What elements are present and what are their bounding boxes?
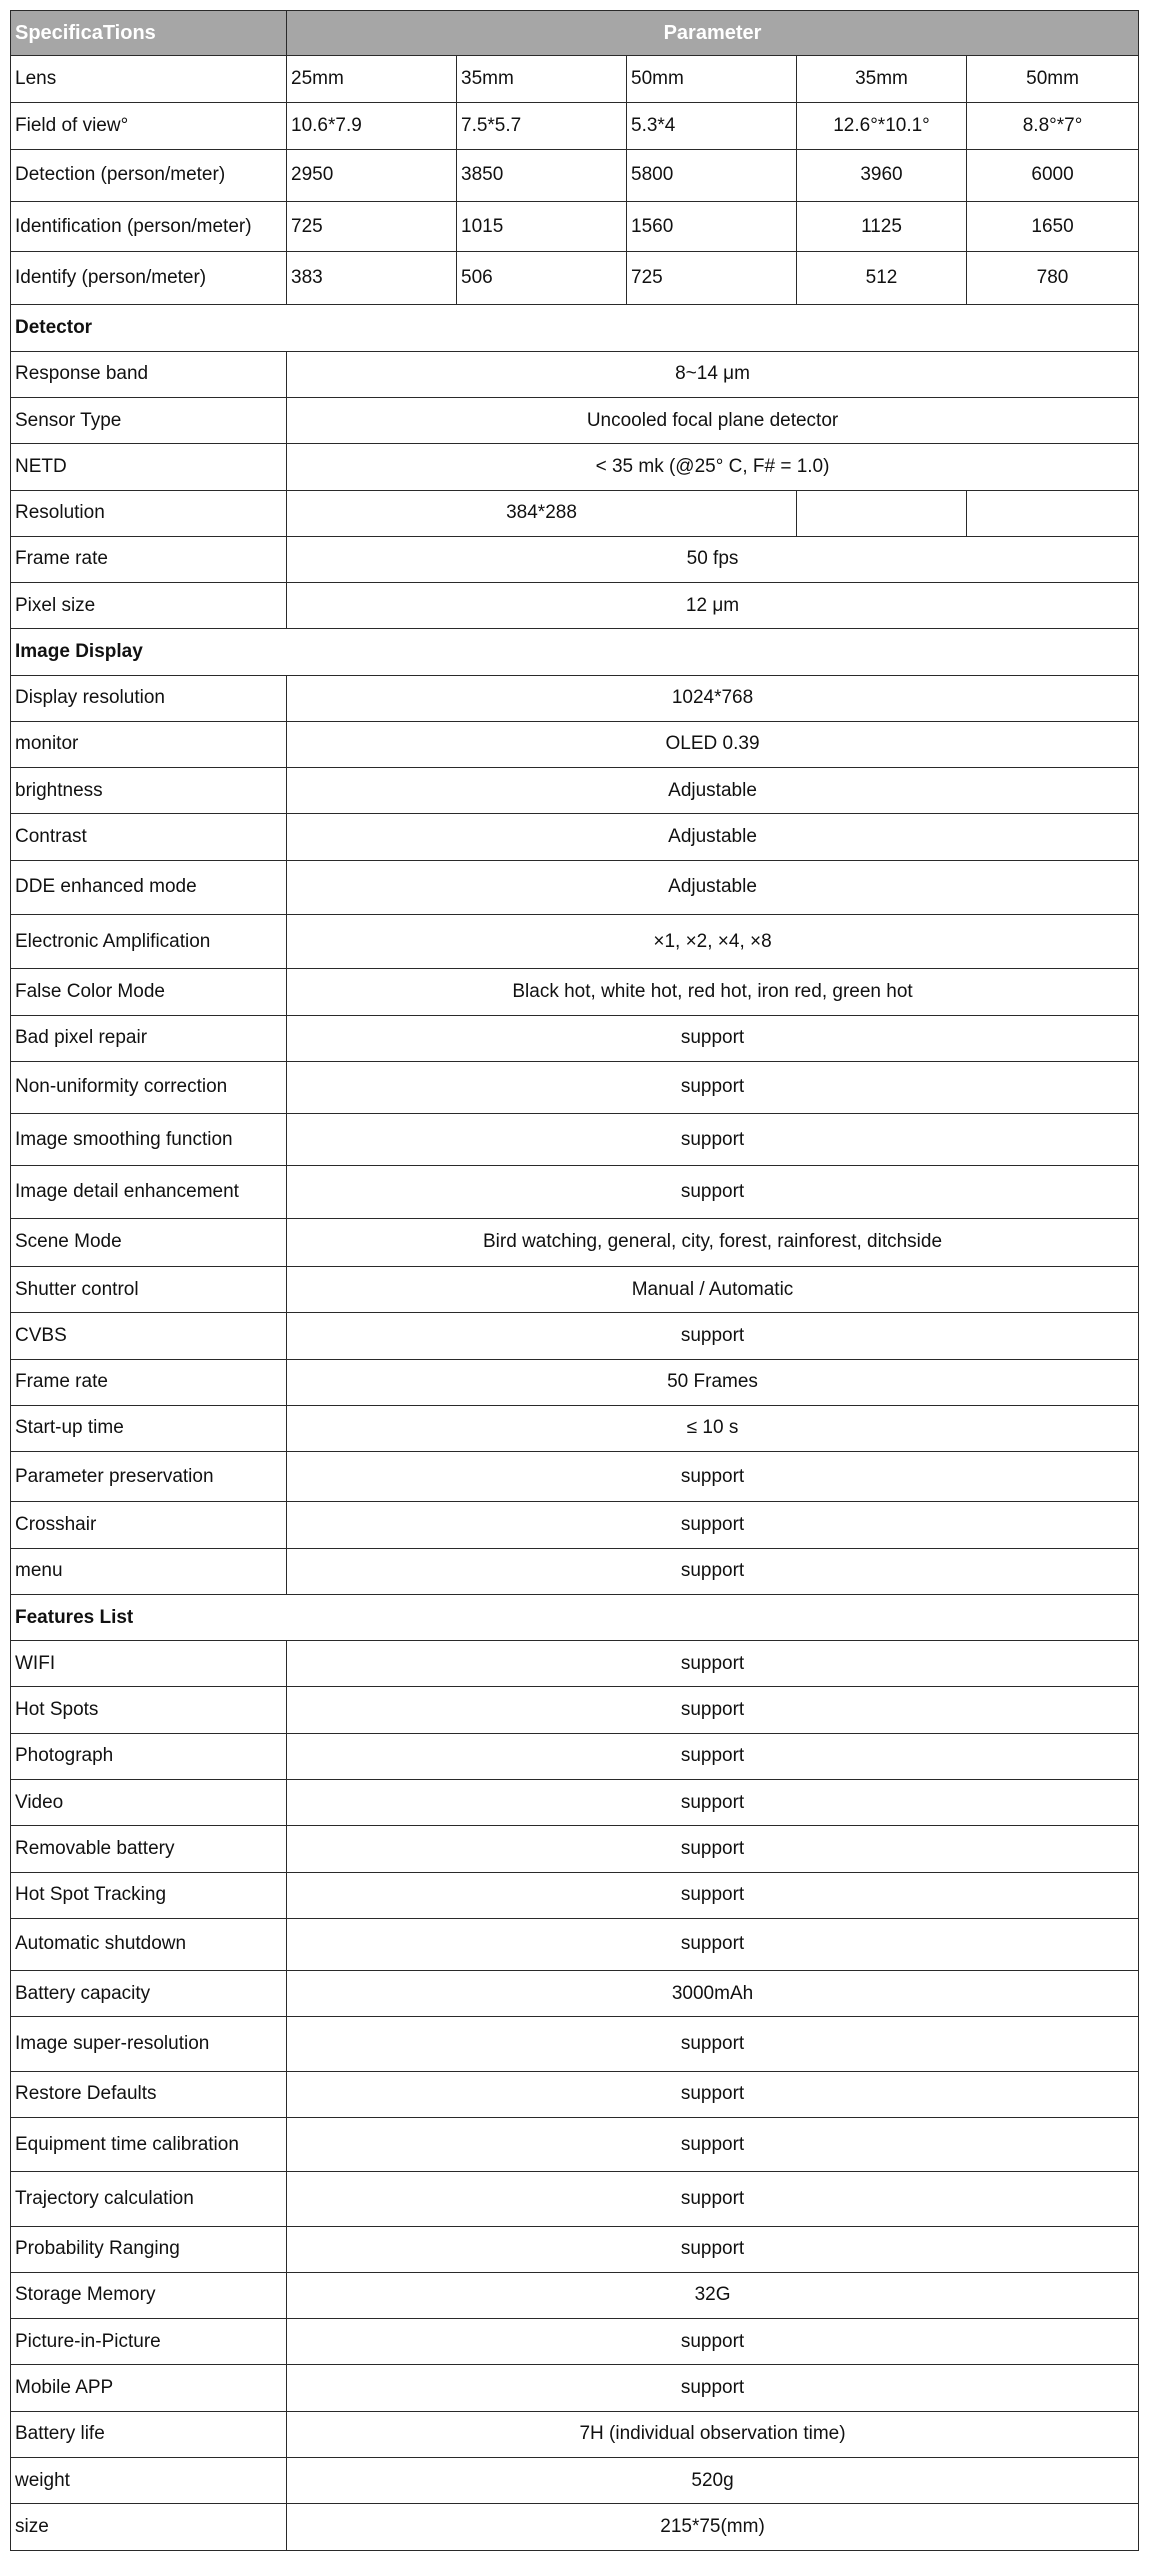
identify-row [11, 252, 1139, 305]
spec-row [11, 583, 1139, 629]
row-label: Image super-resolution [11, 2017, 287, 2071]
cell-value: 725 [287, 201, 457, 251]
row-value: 50 Frames [287, 1359, 1139, 1405]
cell-value: 5.3*4 [627, 103, 797, 149]
spec-row [11, 1359, 1139, 1405]
row-label: Lens [11, 56, 287, 103]
row-value: 7H (individual observation time) [287, 2411, 1139, 2457]
row-value: support [287, 1687, 1139, 1733]
row-label: DDE enhanced mode [11, 860, 287, 914]
row-value: support [287, 1015, 1139, 1061]
spec-row [11, 2365, 1139, 2411]
spec-row [11, 1452, 1139, 1502]
row-value: support [287, 2117, 1139, 2171]
row-label: Photograph [11, 1733, 287, 1779]
cell-value: 2950 [287, 149, 457, 201]
row-value: support [287, 1452, 1139, 1502]
row-value: support [287, 2017, 1139, 2071]
row-value: support [287, 1872, 1139, 1918]
cell-value: 780 [967, 252, 1139, 305]
cell-value: 1015 [457, 201, 627, 251]
row-value: 50 fps [287, 536, 1139, 582]
row-label: WIFI [11, 1641, 287, 1687]
row-label: Parameter preservation [11, 1452, 287, 1502]
row-value: support [287, 1313, 1139, 1359]
cell-value: 3960 [797, 149, 967, 201]
spec-row [11, 1872, 1139, 1918]
cell-value: 725 [627, 252, 797, 305]
cell-value: 383 [287, 252, 457, 305]
cell-value: 1650 [967, 201, 1139, 251]
row-value: 1024*768 [287, 675, 1139, 721]
row-label: Image smoothing function [11, 1114, 287, 1166]
identification-row [11, 201, 1139, 251]
spec-row [11, 1641, 1139, 1687]
row-label: Pixel size [11, 583, 287, 629]
row-value: 8~14 μm [287, 351, 1139, 397]
row-label: Trajectory calculation [11, 2172, 287, 2226]
spec-row [11, 1502, 1139, 1548]
cell-value: 8.8°*7° [967, 103, 1139, 149]
row-label: Removable battery [11, 1826, 287, 1872]
cell-value: 5800 [627, 149, 797, 201]
header-row [11, 11, 1139, 56]
row-value: support [287, 1061, 1139, 1113]
row-label: Display resolution [11, 675, 287, 721]
row-label: Start-up time [11, 1405, 287, 1451]
cell-value: 12.6°*10.1° [797, 103, 967, 149]
spec-row [11, 768, 1139, 814]
header-param-cell: Parameter [287, 11, 1139, 56]
row-label: weight [11, 2457, 287, 2503]
row-label: CVBS [11, 1313, 287, 1359]
lens-row [11, 56, 1139, 103]
row-value: 215*75(mm) [287, 2504, 1139, 2551]
spec-row [11, 1779, 1139, 1825]
row-label: Response band [11, 351, 287, 397]
row-value: Adjustable [287, 860, 1139, 914]
row-value: support [287, 1826, 1139, 1872]
row-label: Hot Spots [11, 1687, 287, 1733]
row-value: Bird watching, general, city, forest, rainforest, ditchside [287, 1218, 1139, 1266]
spec-row [11, 1267, 1139, 1313]
row-label: brightness [11, 768, 287, 814]
row-value: support [287, 1166, 1139, 1218]
spec-row [11, 860, 1139, 914]
spec-row [11, 2117, 1139, 2171]
cell-value: 35mm [457, 56, 627, 103]
row-value: ≤ 10 s [287, 1405, 1139, 1451]
row-value: < 35 mk (@25° C, F# = 1.0) [287, 444, 1139, 490]
cell-value: 7.5*5.7 [457, 103, 627, 149]
spec-row [11, 1061, 1139, 1113]
section-title: Image Display [11, 629, 1139, 675]
section-title: Features List [11, 1594, 1139, 1640]
row-label: Mobile APP [11, 2365, 287, 2411]
row-value: Adjustable [287, 814, 1139, 860]
section-image-display [11, 629, 1139, 675]
row-label: Identify (person/meter) [11, 252, 287, 305]
spec-row [11, 1218, 1139, 1266]
section-features [11, 1594, 1139, 1640]
row-label: Restore Defaults [11, 2071, 287, 2117]
section-detector [11, 305, 1139, 351]
row-value: OLED 0.39 [287, 721, 1139, 767]
row-label: Crosshair [11, 1502, 287, 1548]
row-value: ×1, ×2, ×4, ×8 [287, 914, 1139, 968]
section-title: Detector [11, 305, 1139, 351]
cell-value: 6000 [967, 149, 1139, 201]
row-value: support [287, 1114, 1139, 1166]
row-value: 32G [287, 2272, 1139, 2318]
spec-row [11, 1826, 1139, 1872]
row-label: Frame rate [11, 1359, 287, 1405]
row-value-empty [967, 490, 1139, 536]
row-label: NETD [11, 444, 287, 490]
fov-row [11, 103, 1139, 149]
spec-row [11, 2272, 1139, 2318]
spec-row [11, 914, 1139, 968]
cell-value: 506 [457, 252, 627, 305]
row-value: 3000mAh [287, 1971, 1139, 2017]
cell-value: 1560 [627, 201, 797, 251]
row-label: Shutter control [11, 1267, 287, 1313]
row-value: support [287, 1502, 1139, 1548]
spec-row [11, 1548, 1139, 1594]
row-value: support [287, 2319, 1139, 2365]
spec-row [11, 2226, 1139, 2272]
row-value: support [287, 1548, 1139, 1594]
spec-row [11, 2411, 1139, 2457]
row-value: 384*288 [287, 490, 797, 536]
row-value: Uncooled focal plane detector [287, 398, 1139, 444]
spec-row [11, 1313, 1139, 1359]
row-value: support [287, 2365, 1139, 2411]
row-label: Image detail enhancement [11, 1166, 287, 1218]
row-label: monitor [11, 721, 287, 767]
row-value: Adjustable [287, 768, 1139, 814]
spec-row [11, 721, 1139, 767]
spec-row [11, 1918, 1139, 1970]
row-label: Electronic Amplification [11, 914, 287, 968]
spec-row [11, 1114, 1139, 1166]
row-value: support [287, 1733, 1139, 1779]
spec-row [11, 2071, 1139, 2117]
row-label: Scene Mode [11, 1218, 287, 1266]
row-label: Video [11, 1779, 287, 1825]
header-spec-cell: SpecificaTions [11, 11, 287, 56]
row-label: Probability Ranging [11, 2226, 287, 2272]
row-label: Detection (person/meter) [11, 149, 287, 201]
row-value: Black hot, white hot, red hot, iron red, green hot [287, 969, 1139, 1015]
spec-table [10, 10, 1139, 2551]
row-value-empty [797, 490, 967, 536]
cell-value: 512 [797, 252, 967, 305]
row-label: Frame rate [11, 536, 287, 582]
cell-value: 25mm [287, 56, 457, 103]
spec-row [11, 444, 1139, 490]
cell-value: 3850 [457, 149, 627, 201]
row-label: Automatic shutdown [11, 1918, 287, 1970]
row-label: Equipment time calibration [11, 2117, 287, 2171]
spec-row [11, 675, 1139, 721]
row-label: Hot Spot Tracking [11, 1872, 287, 1918]
spec-row [11, 1405, 1139, 1451]
spec-row [11, 2172, 1139, 2226]
row-value: support [287, 2226, 1139, 2272]
spec-row [11, 1971, 1139, 2017]
spec-row [11, 398, 1139, 444]
row-label: Identification (person/meter) [11, 201, 287, 251]
detection-row [11, 149, 1139, 201]
row-value: support [287, 2071, 1139, 2117]
spec-row [11, 1166, 1139, 1218]
row-label: size [11, 2504, 287, 2551]
row-label: Bad pixel repair [11, 1015, 287, 1061]
spec-row [11, 2319, 1139, 2365]
spec-row [11, 2017, 1139, 2071]
spec-row [11, 1733, 1139, 1779]
row-label: Sensor Type [11, 398, 287, 444]
spec-row [11, 351, 1139, 397]
row-value: 12 μm [287, 583, 1139, 629]
row-label: menu [11, 1548, 287, 1594]
row-label: Battery life [11, 2411, 287, 2457]
row-value: support [287, 1641, 1139, 1687]
spec-row [11, 490, 1139, 536]
row-value: support [287, 1918, 1139, 1970]
spec-row [11, 1015, 1139, 1061]
row-label: Contrast [11, 814, 287, 860]
row-label: False Color Mode [11, 969, 287, 1015]
cell-value: 10.6*7.9 [287, 103, 457, 149]
spec-row [11, 2457, 1139, 2503]
row-label: Picture-in-Picture [11, 2319, 287, 2365]
row-label: Field of view° [11, 103, 287, 149]
row-value: support [287, 2172, 1139, 2226]
spec-row [11, 2504, 1139, 2551]
cell-value: 35mm [797, 56, 967, 103]
row-value: Manual / Automatic [287, 1267, 1139, 1313]
spec-row [11, 969, 1139, 1015]
spec-row [11, 1687, 1139, 1733]
cell-value: 1125 [797, 201, 967, 251]
cell-value: 50mm [967, 56, 1139, 103]
row-label: Battery capacity [11, 1971, 287, 2017]
row-value: 520g [287, 2457, 1139, 2503]
row-label: Non-uniformity correction [11, 1061, 287, 1113]
spec-row [11, 536, 1139, 582]
cell-value: 50mm [627, 56, 797, 103]
row-value: support [287, 1779, 1139, 1825]
row-label: Resolution [11, 490, 287, 536]
row-label: Storage Memory [11, 2272, 287, 2318]
spec-row [11, 814, 1139, 860]
